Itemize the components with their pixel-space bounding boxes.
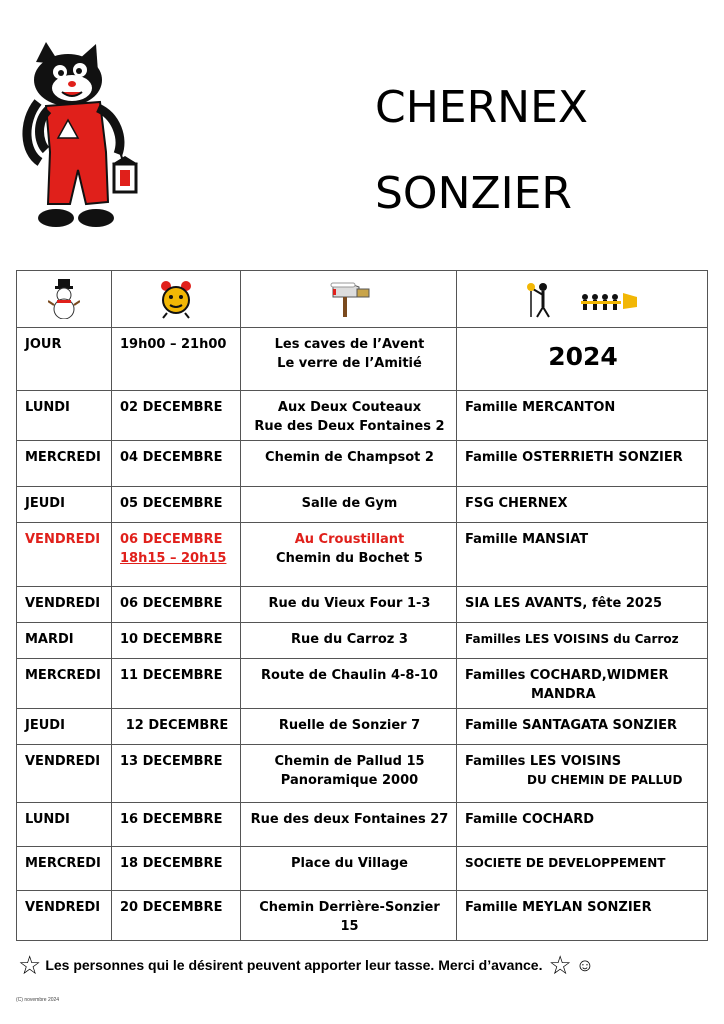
row-place: Rue du Vieux Four 1-3 bbox=[241, 587, 457, 623]
row-place-line1: Chemin de Pallud 15 bbox=[274, 754, 425, 769]
row-date: 11 DECEMBRE bbox=[112, 659, 241, 709]
title-chernex: CHERNEX bbox=[375, 82, 589, 133]
table-row bbox=[17, 847, 708, 891]
row-day: VENDREDI bbox=[17, 891, 112, 941]
row-place: Rue du Carroz 3 bbox=[241, 623, 457, 659]
row-date: 20 DECEMBRE bbox=[112, 891, 241, 941]
row-day: LUNDI bbox=[17, 391, 112, 441]
row-day: JEUDI bbox=[17, 487, 112, 523]
table-row bbox=[17, 803, 708, 847]
table-row bbox=[17, 709, 708, 745]
header-time: 19h00 – 21h00 bbox=[112, 328, 241, 391]
row-day: MARDI bbox=[17, 623, 112, 659]
row-place bbox=[241, 391, 457, 441]
row-date: 12 DECEMBRE bbox=[112, 709, 241, 745]
row-host-line2: DU CHEMIN DE PALLUD bbox=[527, 773, 683, 787]
row-day: LUNDI bbox=[17, 803, 112, 847]
row-place: Place du Village bbox=[241, 847, 457, 891]
row-date: 18 DECEMBRE bbox=[112, 847, 241, 891]
row-date: 10 DECEMBRE bbox=[112, 623, 241, 659]
table-row bbox=[17, 623, 708, 659]
row-place-line1: Au Croustillant bbox=[294, 532, 405, 547]
title-sonzier: SONZIER bbox=[375, 168, 572, 219]
header-place bbox=[241, 328, 457, 391]
row-date: 04 DECEMBRE bbox=[112, 441, 241, 487]
row-day: MERCREDI bbox=[17, 659, 112, 709]
black-cat-with-lantern-icon bbox=[16, 42, 152, 238]
row-place bbox=[241, 523, 457, 587]
row-host: Famille MERCANTON bbox=[457, 391, 708, 441]
table-row bbox=[17, 441, 708, 487]
row-date bbox=[112, 523, 241, 587]
copyright-footnote: (C) novembre 2024 bbox=[16, 997, 60, 1003]
table-row bbox=[17, 523, 708, 587]
table-row bbox=[17, 487, 708, 523]
snowman-icon bbox=[21, 279, 107, 319]
row-place-line2: Rue des Deux Fontaines 2 bbox=[254, 419, 445, 434]
table-row bbox=[17, 891, 708, 941]
row-day: VENDREDI bbox=[17, 523, 112, 587]
header-row bbox=[17, 328, 708, 391]
row-date: 13 DECEMBRE bbox=[112, 745, 241, 803]
row-host: SIA LES AVANTS, fête 2025 bbox=[457, 587, 708, 623]
row-date: 05 DECEMBRE bbox=[112, 487, 241, 523]
row-place bbox=[241, 745, 457, 803]
row-place: Chemin Derrière-Sonzier 15 bbox=[241, 891, 457, 941]
row-place: Route de Chaulin 4-8-10 bbox=[241, 659, 457, 709]
footer-text: Les personnes qui le désirent peuvent apporter leur tasse. Merci d’avance. bbox=[45, 957, 543, 973]
row-host: FSG CHERNEX bbox=[457, 487, 708, 523]
header-day: JOUR bbox=[17, 328, 112, 391]
row-place: Salle de Gym bbox=[241, 487, 457, 523]
schedule-table bbox=[16, 270, 708, 941]
row-host: Familles LES VOISINS du Carroz bbox=[457, 623, 708, 659]
row-host bbox=[457, 659, 708, 709]
mailbox-icon bbox=[245, 279, 452, 319]
header-year: 2024 bbox=[548, 342, 618, 371]
carolers-icon bbox=[461, 279, 703, 319]
row-date: 06 DECEMBRE bbox=[112, 587, 241, 623]
row-day: JEUDI bbox=[17, 709, 112, 745]
row-date: 16 DECEMBRE bbox=[112, 803, 241, 847]
table-row bbox=[17, 745, 708, 803]
header-place-line2: Le verre de l’Amitié bbox=[277, 356, 422, 371]
row-host: Famille COCHARD bbox=[457, 803, 708, 847]
star-icon: ☆ bbox=[18, 950, 42, 980]
row-day: VENDREDI bbox=[17, 745, 112, 803]
row-place-line2: Chemin du Bochet 5 bbox=[276, 551, 423, 566]
header-year-cell bbox=[457, 328, 708, 391]
row-date-line: 06 DECEMBRE bbox=[120, 532, 223, 547]
row-host bbox=[457, 745, 708, 803]
smiley-icon: ☺ bbox=[575, 954, 595, 975]
row-host-line1: Familles COCHARD,WIDMER bbox=[465, 668, 669, 683]
row-host: Famille MEYLAN SONZIER bbox=[457, 891, 708, 941]
row-day: VENDREDI bbox=[17, 587, 112, 623]
row-host: Famille OSTERRIETH SONZIER bbox=[457, 441, 708, 487]
row-host: Famille MANSIAT bbox=[457, 523, 708, 587]
table-row bbox=[17, 659, 708, 709]
star-icon: ☆ bbox=[548, 950, 572, 980]
row-day: MERCREDI bbox=[17, 847, 112, 891]
row-place-line2: Panoramique 2000 bbox=[280, 773, 419, 788]
table-row bbox=[17, 587, 708, 623]
header-place-line1: Les caves de l’Avent bbox=[274, 337, 425, 352]
alarm-clock-icon bbox=[116, 279, 236, 319]
icon-row bbox=[17, 271, 708, 328]
row-host-line2: MANDRA bbox=[531, 687, 596, 702]
row-time: 18h15 – 20h15 bbox=[120, 551, 227, 566]
row-day: MERCREDI bbox=[17, 441, 112, 487]
row-place-line1: Aux Deux Couteaux bbox=[277, 400, 422, 415]
row-host-line1: Familles LES VOISINS bbox=[465, 754, 622, 769]
table-row bbox=[17, 391, 708, 441]
row-host: Famille SANTAGATA SONZIER bbox=[457, 709, 708, 745]
footer-note bbox=[18, 952, 708, 978]
row-place: Chemin de Champsot 2 bbox=[241, 441, 457, 487]
row-place: Ruelle de Sonzier 7 bbox=[241, 709, 457, 745]
row-place: Rue des deux Fontaines 27 bbox=[241, 803, 457, 847]
row-date: 02 DECEMBRE bbox=[112, 391, 241, 441]
row-host: SOCIETE DE DEVELOPPEMENT bbox=[457, 847, 708, 891]
